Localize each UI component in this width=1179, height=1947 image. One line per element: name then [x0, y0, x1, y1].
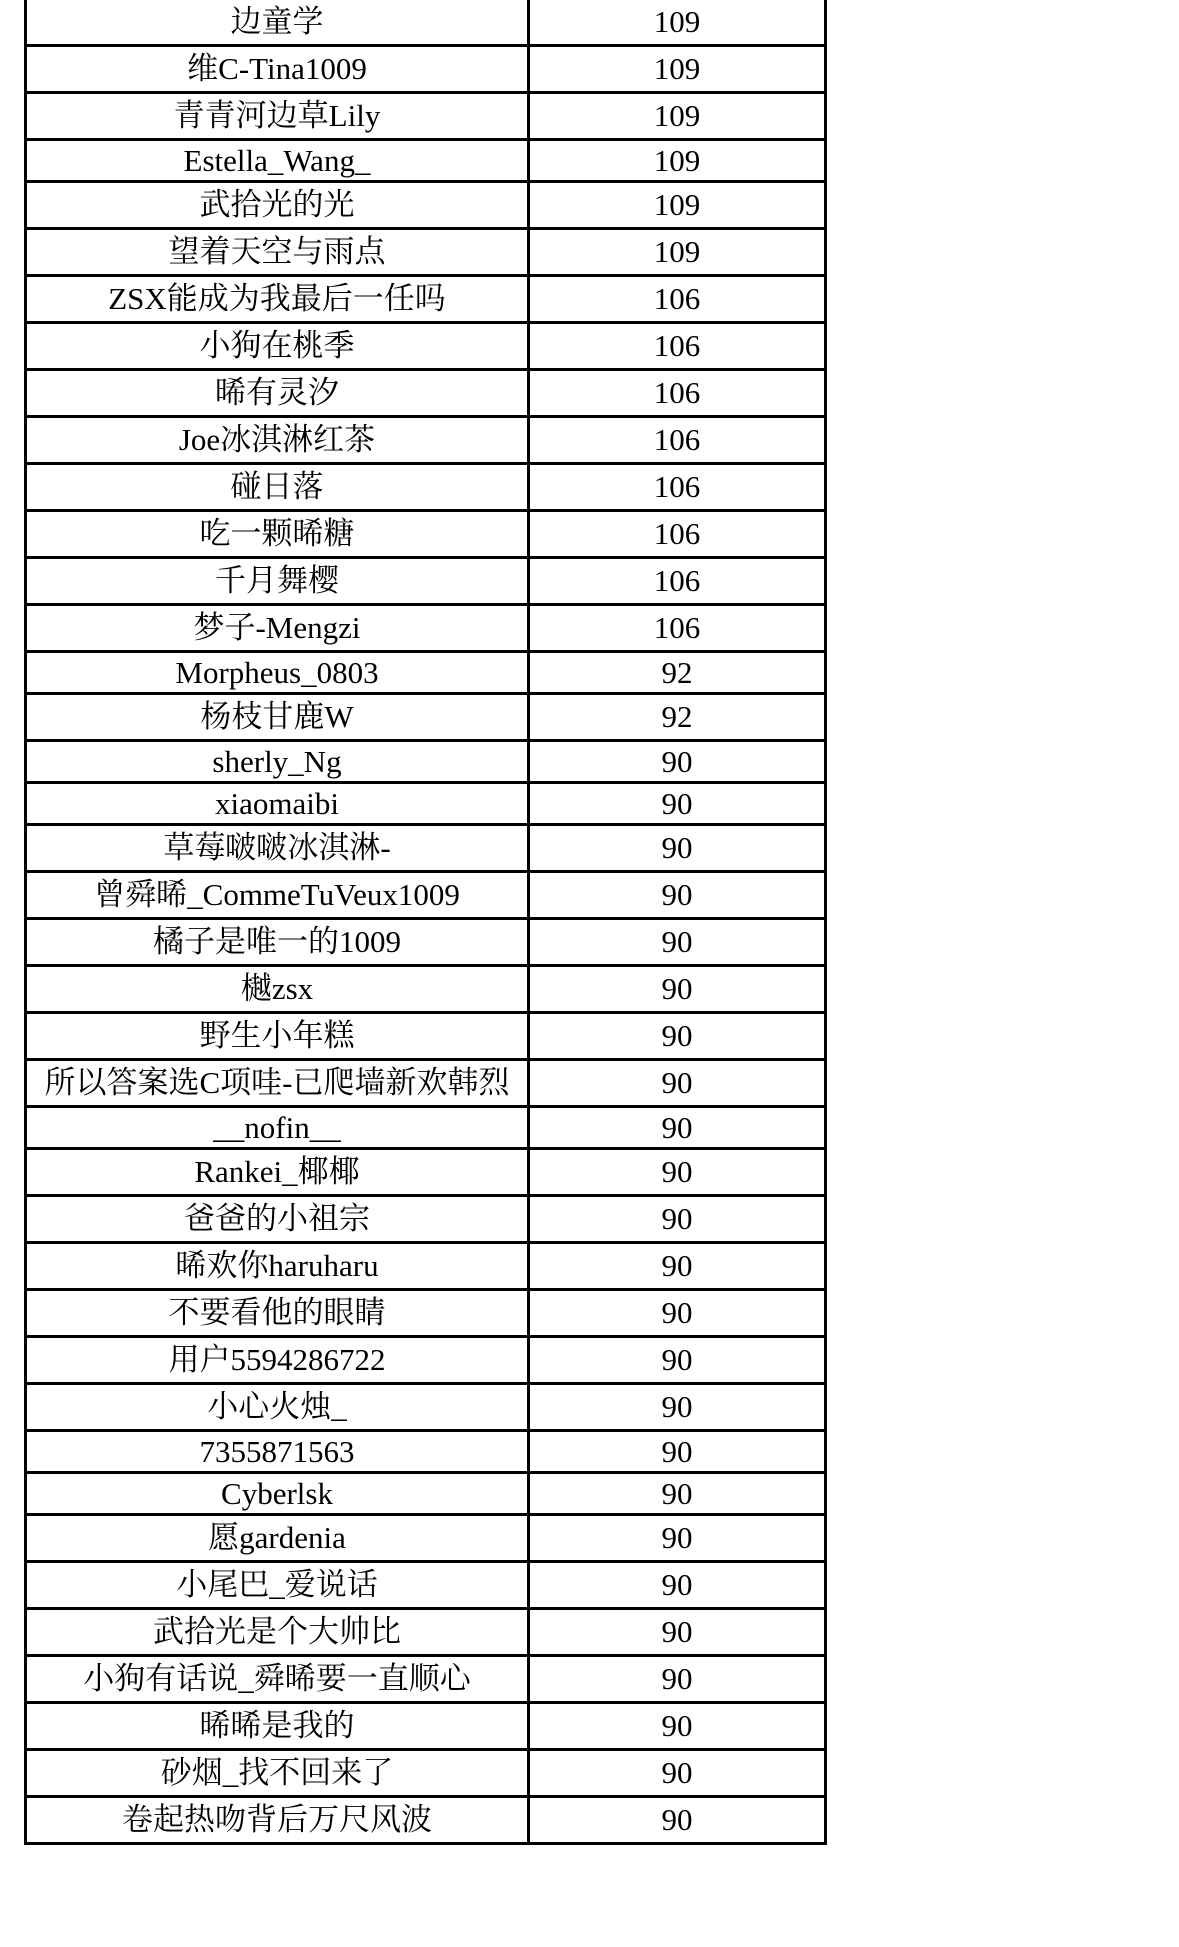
table-row: [26, 1337, 826, 1384]
score-cell: 106: [529, 276, 826, 323]
score-cell: 90: [529, 1656, 826, 1703]
username-cell: 吃一颗晞糖: [26, 511, 529, 558]
username-cell: 小尾巴_爱说话: [26, 1562, 529, 1609]
username-cell: 所以答案选C项哇-已爬墙新欢韩烈: [26, 1060, 529, 1107]
score-cell: 90: [529, 1149, 826, 1196]
score-cell: 90: [529, 741, 826, 783]
username-cell: Morpheus_0803: [26, 652, 529, 694]
score-cell: 106: [529, 417, 826, 464]
username-cell: 晞晞是我的: [26, 1703, 529, 1750]
table-row: [26, 511, 826, 558]
score-cell: 109: [529, 229, 826, 276]
username-cell: 梦子-Mengzi: [26, 605, 529, 652]
table-row: [26, 93, 826, 140]
table-row: [26, 370, 826, 417]
username-cell: 小狗有话说_舜晞要一直顺心: [26, 1656, 529, 1703]
score-cell: 109: [529, 140, 826, 182]
table-row: [26, 464, 826, 511]
score-cell: 109: [529, 46, 826, 93]
table-row: [26, 182, 826, 229]
username-cell: ZSX能成为我最后一任吗: [26, 276, 529, 323]
score-cell: 92: [529, 694, 826, 741]
username-cell: 草莓啵啵冰淇淋-: [26, 825, 529, 872]
table-row: [26, 1384, 826, 1431]
username-cell: 千月舞樱: [26, 558, 529, 605]
table-row: [26, 783, 826, 825]
username-cell: Rankei_椰椰: [26, 1149, 529, 1196]
username-cell: 武拾光是个大帅比: [26, 1609, 529, 1656]
table-row: [26, 417, 826, 464]
username-cell: 橘子是唯一的1009: [26, 919, 529, 966]
score-cell: 109: [529, 182, 826, 229]
score-cell: 90: [529, 919, 826, 966]
username-cell: 望着天空与雨点: [26, 229, 529, 276]
username-cell: Estella_Wang_: [26, 140, 529, 182]
username-cell: 卷起热吻背后万尺风波: [26, 1797, 529, 1844]
username-cell: 不要看他的眼睛: [26, 1290, 529, 1337]
username-cell: 武拾光的光: [26, 182, 529, 229]
username-cell: Joe冰淇淋红茶: [26, 417, 529, 464]
username-cell: 小心火烛_: [26, 1384, 529, 1431]
table-row: [26, 1431, 826, 1473]
table-row: [26, 1196, 826, 1243]
score-cell: 90: [529, 1243, 826, 1290]
table-row: [26, 323, 826, 370]
username-cell: 7355871563: [26, 1431, 529, 1473]
username-cell: 晞欢你haruharu: [26, 1243, 529, 1290]
table-row: [26, 919, 826, 966]
table-row: [26, 1656, 826, 1703]
score-cell: 90: [529, 1013, 826, 1060]
username-cell: 愿gardenia: [26, 1515, 529, 1562]
score-cell: 90: [529, 1337, 826, 1384]
table-row: [26, 46, 826, 93]
score-cell: 90: [529, 1609, 826, 1656]
table-row: [26, 140, 826, 182]
table-row: [26, 1515, 826, 1562]
score-cell: 90: [529, 1562, 826, 1609]
table-row: [26, 1243, 826, 1290]
table-row: [26, 1609, 826, 1656]
username-cell: 野生小年糕: [26, 1013, 529, 1060]
username-cell: 杨枝甘鹿W: [26, 694, 529, 741]
username-cell: 晞有灵汐: [26, 370, 529, 417]
score-table: [24, 0, 827, 1845]
score-cell: 106: [529, 605, 826, 652]
username-cell: 爸爸的小祖宗: [26, 1196, 529, 1243]
table-row: [26, 558, 826, 605]
table-row: [26, 741, 826, 783]
score-cell: 90: [529, 1797, 826, 1844]
table-row: [26, 1703, 826, 1750]
username-cell: 维C-Tina1009: [26, 46, 529, 93]
score-cell: 90: [529, 1473, 826, 1515]
score-cell: 90: [529, 1290, 826, 1337]
score-cell: 90: [529, 825, 826, 872]
username-cell: 砂烟_找不回来了: [26, 1750, 529, 1797]
score-cell: 90: [529, 1060, 826, 1107]
username-cell: 碰日落: [26, 464, 529, 511]
username-cell: 小狗在桃季: [26, 323, 529, 370]
username-cell: Cyberlsk: [26, 1473, 529, 1515]
score-cell: 92: [529, 652, 826, 694]
username-cell: sherly_Ng: [26, 741, 529, 783]
score-cell: 90: [529, 1515, 826, 1562]
table-row: [26, 605, 826, 652]
score-cell: 90: [529, 783, 826, 825]
score-table-body: [26, 0, 826, 1844]
score-cell: 109: [529, 93, 826, 140]
username-cell: 边童学: [26, 0, 529, 46]
score-cell: 109: [529, 0, 826, 46]
username-cell: 青青河边草Lily: [26, 93, 529, 140]
score-cell: 90: [529, 1431, 826, 1473]
table-row: [26, 276, 826, 323]
score-cell: 90: [529, 1703, 826, 1750]
username-cell: 曾舜晞_CommeTuVeux1009: [26, 872, 529, 919]
table-row: [26, 1290, 826, 1337]
username-cell: __nofin__: [26, 1107, 529, 1149]
table-row: [26, 1107, 826, 1149]
table-row: [26, 1562, 826, 1609]
score-cell: 90: [529, 966, 826, 1013]
score-cell: 90: [529, 1107, 826, 1149]
score-cell: 90: [529, 1750, 826, 1797]
username-cell: 用户5594286722: [26, 1337, 529, 1384]
score-cell: 106: [529, 558, 826, 605]
table-row: [26, 1797, 826, 1844]
score-cell: 106: [529, 464, 826, 511]
table-row: [26, 1750, 826, 1797]
table-row: [26, 694, 826, 741]
table-row: [26, 652, 826, 694]
table-row: [26, 1060, 826, 1107]
score-cell: 106: [529, 511, 826, 558]
table-row: [26, 229, 826, 276]
score-cell: 106: [529, 323, 826, 370]
table-row: [26, 1149, 826, 1196]
table-row: [26, 825, 826, 872]
table-row: [26, 966, 826, 1013]
score-cell: 90: [529, 1196, 826, 1243]
table-row: [26, 1473, 826, 1515]
score-cell: 90: [529, 872, 826, 919]
table-row: [26, 872, 826, 919]
table-row: [26, 1013, 826, 1060]
table-row: [26, 0, 826, 46]
score-cell: 90: [529, 1384, 826, 1431]
score-cell: 106: [529, 370, 826, 417]
username-cell: xiaomaibi: [26, 783, 529, 825]
username-cell: 樾zsx: [26, 966, 529, 1013]
